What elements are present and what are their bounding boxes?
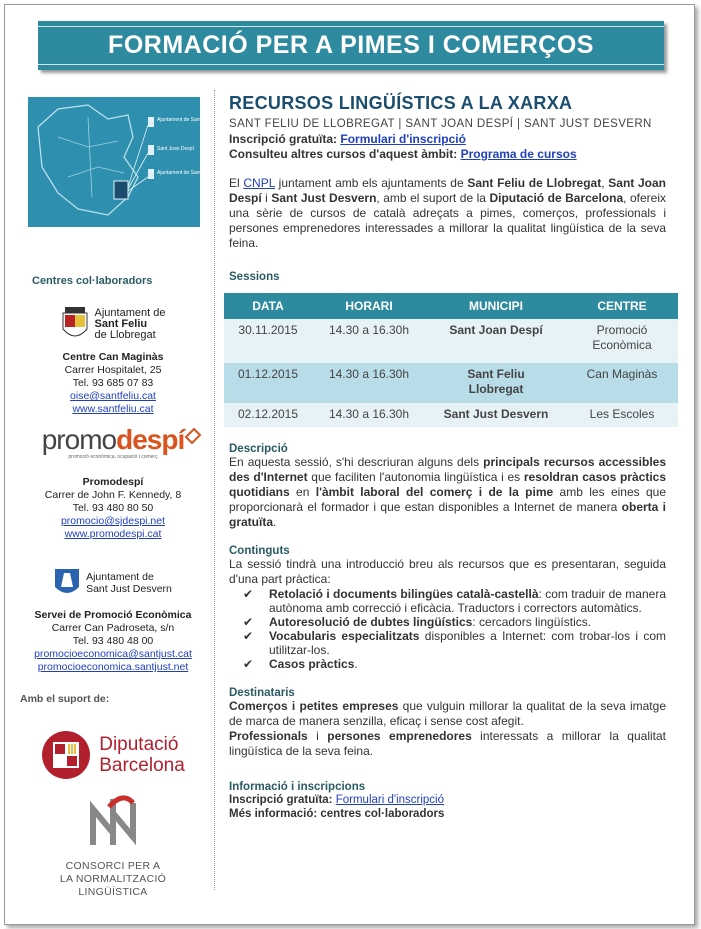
intro-paragraph (229, 176, 666, 251)
promodespi-mark-icon (184, 427, 202, 445)
item-rest: . (354, 657, 358, 671)
promodespi-address: Carrer de John F. Kennedy, 8 (44, 489, 182, 501)
promodespi-logo-a: promo (41, 424, 117, 455)
intro-t1: El (229, 176, 244, 190)
audience-paragraph-2 (229, 729, 666, 759)
cell-data: 02.12.2015 (224, 403, 312, 427)
promodespi-email-link[interactable]: promocio@sjdespi.net (60, 515, 166, 527)
banner-title: FORMACIÓ PER A PIMES I COMERÇOS (38, 26, 664, 65)
santfeliu-logo-line2: Sant Feliu (94, 317, 148, 330)
cell-municipi: Sant Feliu Llobregat (426, 363, 566, 403)
description-paragraph (229, 455, 666, 530)
check-icon: ✔ (243, 615, 254, 629)
dest-t1: que vulguin millorar la qualitat de la seva imatge de marca de manera senzilla, eficaç i sense cost afegit. (229, 699, 666, 728)
other-courses-link[interactable]: Programa de cursos (460, 147, 577, 161)
cell-municipi: Sant Just Desvern (426, 403, 566, 427)
dest-b1: Comerços i petites empreses (229, 699, 399, 713)
desc-t1: En aquesta sessió, s'hi descriuran alguns dels (229, 455, 484, 469)
item-bold: Autoresolució de dubtes lingüístics (269, 615, 473, 629)
cell-horari: 14.30 a 16.30h (312, 403, 426, 427)
consorci-logo (18, 793, 208, 899)
desc-b3: l'àmbit laboral del comerç i de la pime (315, 485, 554, 499)
check-icon: ✔ (243, 587, 254, 601)
main-column (229, 93, 666, 821)
col-header-data: DATA (224, 293, 312, 319)
diputacio-emblem-icon (41, 730, 91, 780)
cell-centre: Les Escoles (566, 403, 678, 427)
sessions-table (224, 293, 678, 427)
consorci-emblem-icon (83, 793, 143, 851)
santjust-logo (18, 565, 208, 601)
santfeliu-phone: Tel. 93 685 07 83 (72, 377, 154, 389)
santjust-web-link[interactable]: promocioeconomica.santjust.net (37, 661, 189, 673)
santjust-phone: Tel. 93 480 48 00 (72, 635, 154, 647)
cell-municipi: Sant Joan Despí (426, 319, 566, 363)
santfeliu-logo-line1: Ajuntament de (94, 306, 166, 319)
santfeliu-name: Centre Can Maginàs (62, 351, 164, 363)
page-banner (38, 21, 664, 70)
consorci-line2: LA NORMALITZACIÓ (59, 873, 167, 885)
santjust-logo-line2: Sant Just Desvern (86, 583, 172, 595)
diputacio-line1: Diputació (99, 734, 179, 755)
consorci-line1: CONSORCI PER A (65, 860, 161, 872)
intro-b3: Sant Just Desvern (271, 191, 377, 205)
santfeliu-logo (18, 303, 208, 345)
description-heading: Descripció (229, 443, 288, 455)
item-rest: : cercadors lingüístics. (472, 615, 592, 629)
cell-centre: Promoció Econòmica (566, 319, 678, 363)
dest-b3: persones emprenedores (327, 729, 472, 743)
table-row (224, 319, 678, 363)
cell-data: 01.12.2015 (224, 363, 312, 403)
item-rest: : com traduir de manera autònoma amb correcció i eficàcia. Traductors i correctors automàtics. (269, 587, 666, 615)
item-rest: disponibles a Internet: com trobar-los i com utilitzar-los. (269, 629, 666, 657)
santfeliu-email-link[interactable]: oise@santfeliu.cat (70, 390, 156, 402)
area-map (28, 97, 243, 227)
promodespi-phone: Tel. 93 480 80 50 (72, 502, 154, 514)
promodespi-logo (18, 424, 208, 471)
list-item (243, 657, 666, 671)
contents-heading: Continguts (229, 545, 290, 557)
column-divider (214, 90, 215, 890)
santfeliu-logo-line3: de Llobregat (94, 328, 156, 341)
info-inscr-link[interactable]: Formulari d'inscripció (335, 794, 444, 806)
promodespi-logo-b: despí (116, 424, 185, 455)
intro-t5: , amb el suport de la (376, 191, 490, 205)
intro-t6: , ofereix una sèrie de cursos de català adreçats a pimes, comerços, professionals i persones emprenedores interessades a millorar la qualitat lingüística de la seva feina. (229, 191, 667, 250)
info-inscr-label: Inscripció gratuïta: (229, 794, 336, 806)
table-row (224, 363, 678, 403)
contents-list (229, 587, 666, 671)
intro-b1: Sant Feliu de Llobregat (467, 176, 602, 190)
support-label: Amb el suport de: (20, 693, 110, 705)
santfeliu-block (18, 303, 208, 416)
dest-t3: interessats a millorar la qualitat lingüística de la seva feina. (229, 729, 666, 758)
desc-b1: principals recursos accessibles des d'Internet (229, 455, 666, 484)
item-bold: Retolació i documents bilingües català-castellà (269, 587, 539, 601)
map-label-santfeliu: Ajuntament de Sant Feliu de Llobregat (157, 117, 243, 123)
map-label-santjust: Ajuntament de Sant Just Desvern (157, 170, 232, 176)
more-info: Més informació: centres col·laboradors (229, 808, 445, 820)
intro-t4: i (261, 191, 272, 205)
map-label-santjoan: Sant Joan Despí (157, 146, 194, 152)
cell-centre: Can Maginàs (566, 363, 678, 403)
audience-paragraph-1 (229, 699, 666, 729)
list-item (243, 629, 666, 657)
desc-t3: en (289, 485, 316, 499)
desc-b4: oberta i gratuïta (229, 500, 667, 529)
santjust-crest-icon (54, 567, 80, 599)
check-icon: ✔ (243, 629, 254, 643)
cell-horari: 14.30 a 16.30h (312, 319, 426, 363)
diputacio-logo (18, 725, 208, 785)
col-header-centre: CENTRE (566, 293, 678, 319)
promodespi-name: Promodespí (82, 476, 144, 488)
desc-t4: amb les eines que proporcionarà el formador i que estan disponibles a Internet de manera (229, 485, 667, 514)
intro-b4: Diputació de Barcelona (489, 191, 624, 205)
santjust-address: Carrer Can Padroseta, s/n (51, 622, 175, 634)
dest-b2: Professionals (229, 729, 308, 743)
audience-heading: Destinataris (229, 687, 295, 699)
collaborators-heading: Centres col·laboradors (32, 275, 153, 287)
check-icon: ✔ (243, 657, 254, 671)
consorci-line3: LINGÜÍSTICA (78, 886, 148, 898)
main-title: RECURSOS LINGÜÍSTICS A LA XARXA (229, 93, 573, 113)
col-header-horari: HORARI (312, 293, 426, 319)
item-bold: Casos pràctics (269, 657, 355, 671)
desc-t2: que faciliten l'autonomia lingüística i es (307, 470, 524, 484)
map-graphic (28, 97, 243, 227)
table-header-row (224, 293, 678, 319)
cell-horari: 14.30 a 16.30h (312, 363, 426, 403)
table-row (224, 403, 678, 427)
cell-data: 30.11.2015 (224, 319, 312, 363)
santjust-logo-line1: Ajuntament de (86, 571, 154, 583)
sessions-heading: Sessions (229, 271, 280, 283)
promodespi-tagline: promoció econòmica, ocupació i comerç (68, 454, 158, 460)
dest-t2: i (307, 729, 328, 743)
santfeliu-crest-icon (61, 305, 89, 343)
col-header-municipi: MUNICIPI (426, 293, 566, 319)
santfeliu-address: Carrer Hospitalet, 25 (64, 364, 162, 376)
other-label: Consulteu altres cursos d'aquest àmbit: (229, 147, 461, 161)
info-heading: Informació i inscripcions (229, 781, 366, 793)
list-item (243, 615, 666, 629)
intro-t2: juntament amb els ajuntaments de (274, 176, 468, 190)
intro-b2: Sant Joan Despí (229, 176, 666, 205)
santjust-block (18, 565, 208, 674)
desc-b2: resoldran casos pràctics quotidians (229, 470, 667, 499)
promodespi-block (18, 424, 208, 541)
intro-t3: , (601, 176, 609, 190)
desc-t5: . (273, 515, 277, 529)
list-item (243, 587, 666, 615)
inscr-link[interactable]: Formulari d'inscripció (340, 132, 466, 146)
item-bold: Vocabularis especialitzats (269, 629, 420, 643)
main-subtitle: SANT FELIU DE LLOBREGAT | SANT JOAN DESPÍ | SANT JUST DESVERN (229, 118, 652, 130)
santjust-name: Servei de Promoció Econòmica (34, 609, 192, 621)
inscr-label: Inscripció gratuïta: (229, 132, 341, 146)
contents-intro: La sessió tindrà una introducció breu als recursos que es presentaran, seguida d'una part pràctica: (229, 557, 666, 586)
santfeliu-web-link[interactable]: www.santfeliu.cat (72, 403, 154, 415)
cnpl-link[interactable]: CNPL (243, 176, 275, 190)
santjust-email-link[interactable]: promocioeconomica@santjust.cat (34, 648, 192, 660)
promodespi-web-link[interactable]: www.promodespi.cat (64, 528, 162, 540)
diputacio-line2: Barcelona (99, 755, 185, 776)
